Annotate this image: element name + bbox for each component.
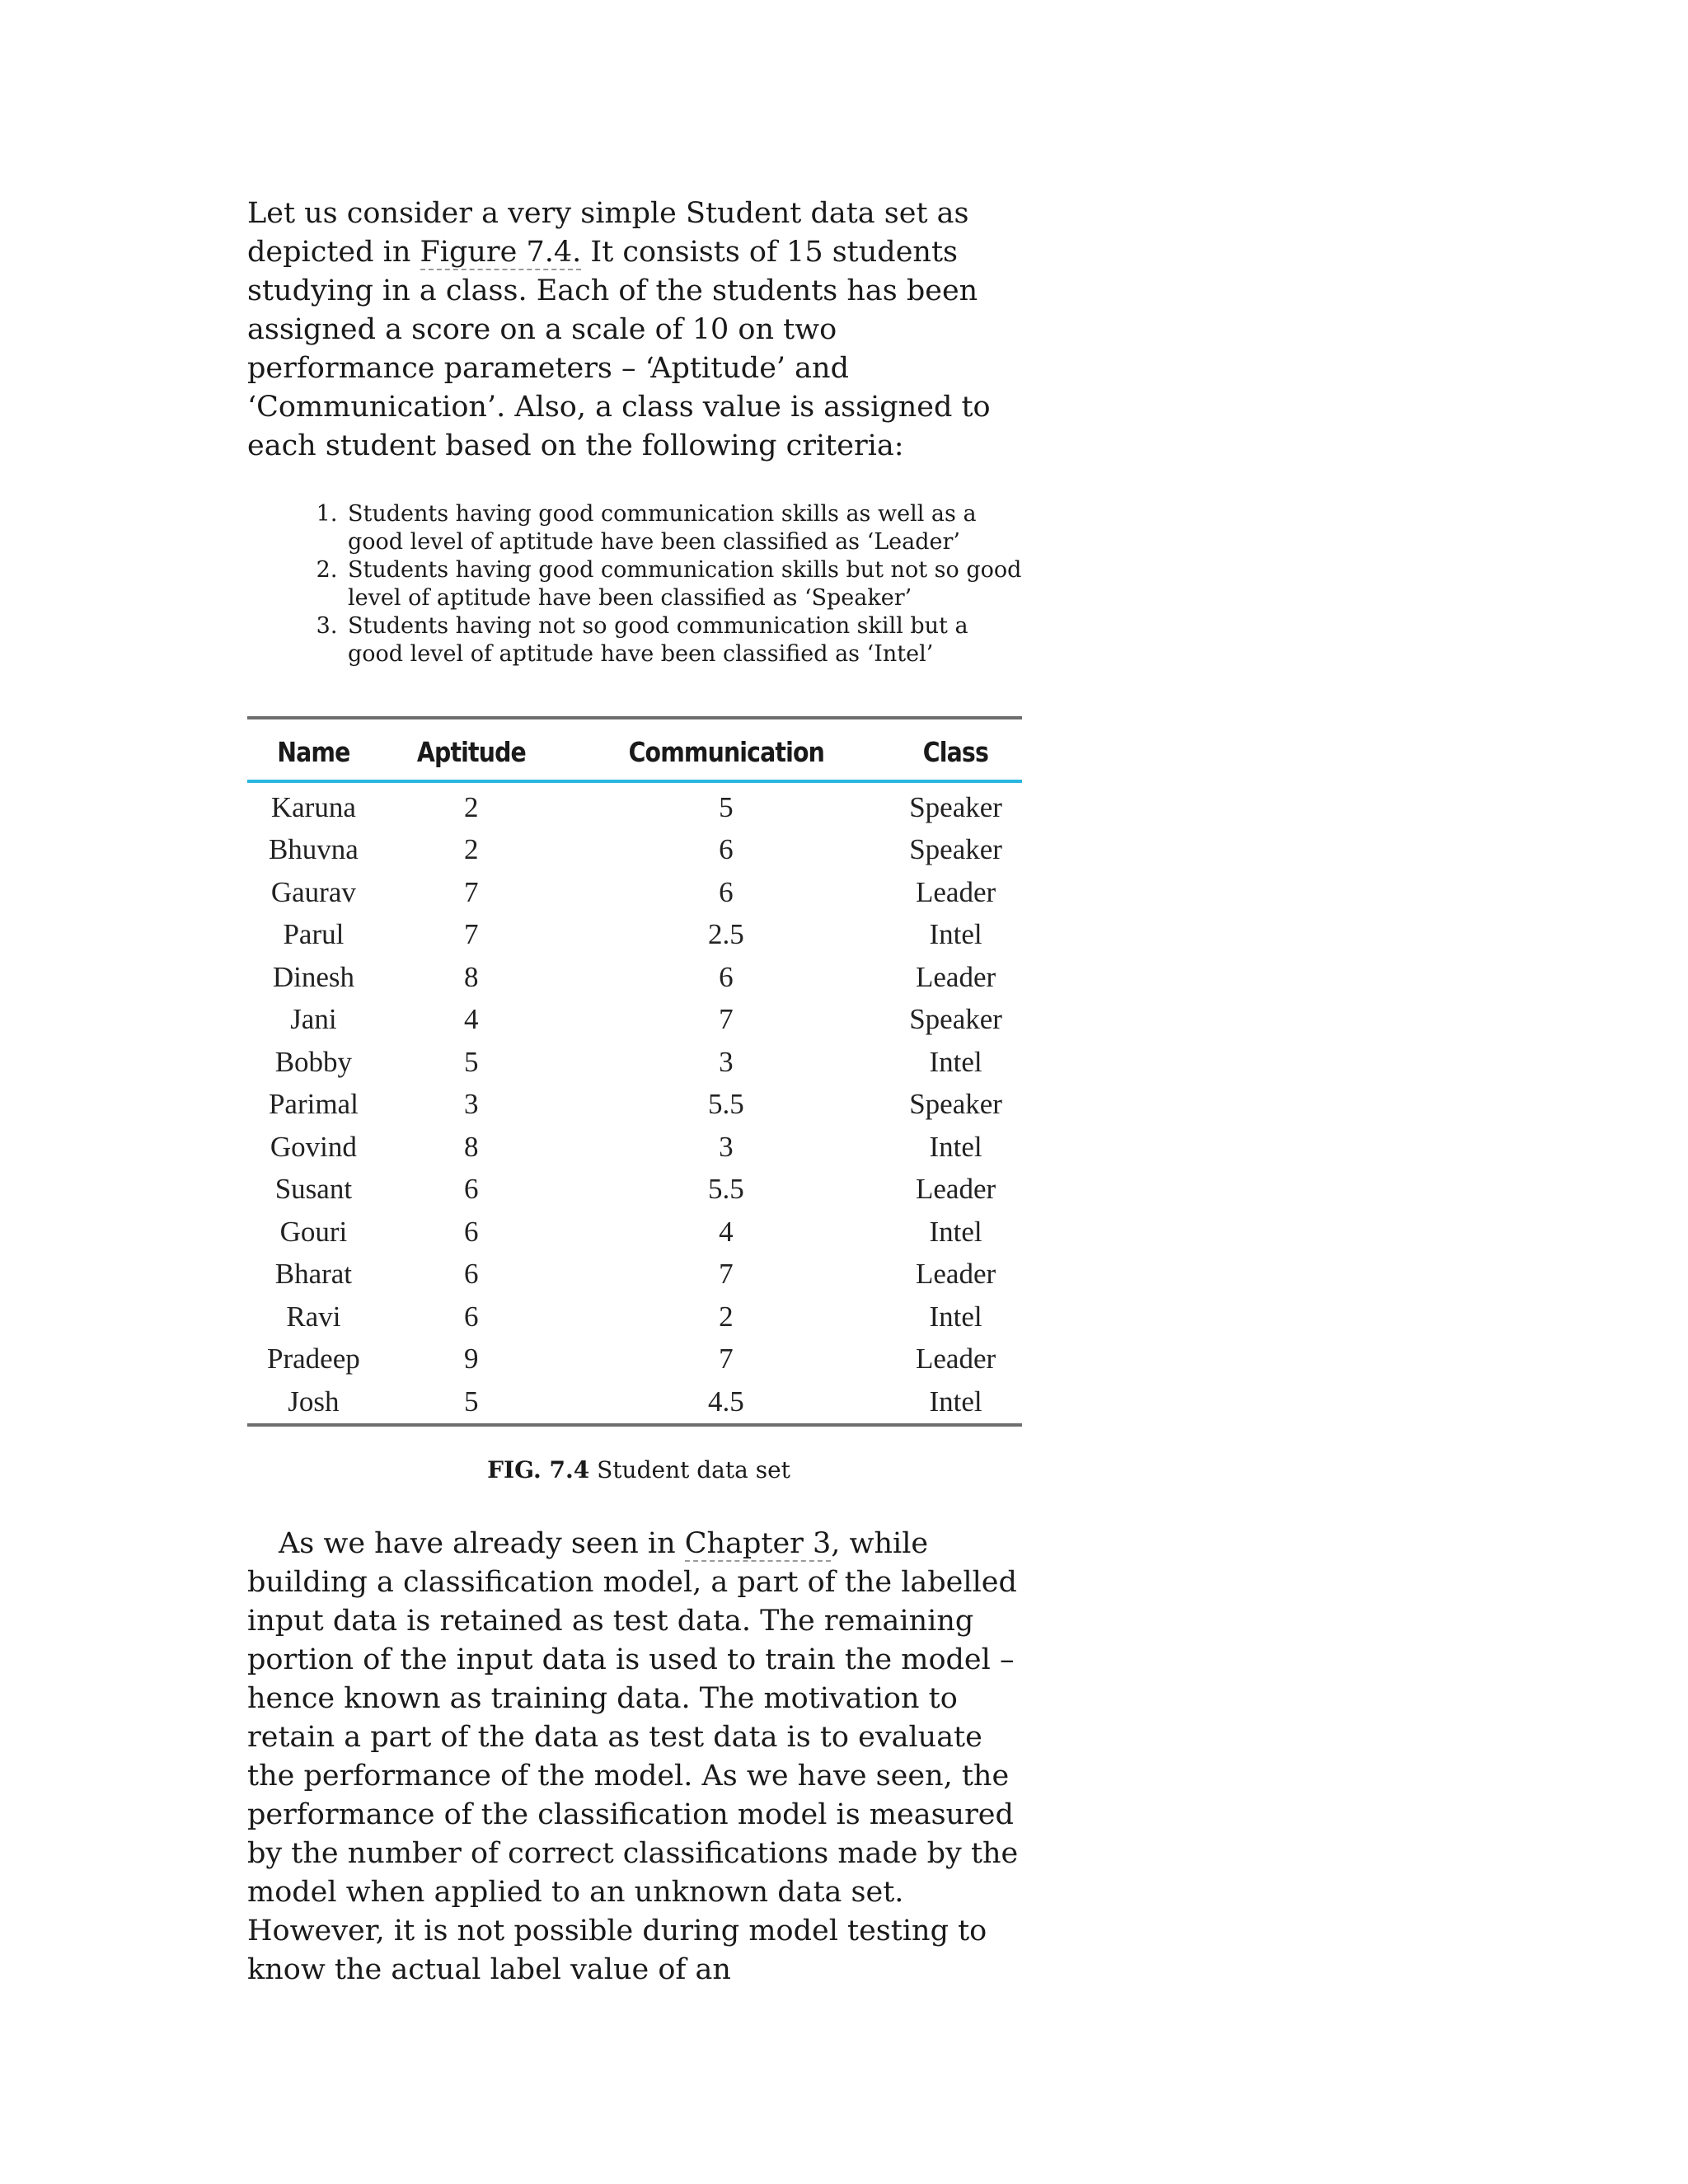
figure-caption-text: Student data set [589,1455,790,1483]
table-row [247,1380,1022,1425]
cell-name: Parimal [268,1088,359,1121]
cell-aptitude: 6 [463,1258,479,1291]
cell-class: Intel [929,1300,982,1333]
table-row [247,1041,1022,1084]
cell-communication: 7 [719,1003,734,1036]
cell-communication: 4.5 [708,1385,744,1418]
intro-text-start: Let us consider a very simple Student data set as depicted in [247,197,969,269]
header-aptitude: Aptitude [392,718,550,781]
cell-name: Susant [274,1173,353,1206]
cell-aptitude: 5 [463,1045,479,1078]
cell-aptitude: 3 [463,1088,479,1121]
cell-communication: 7 [719,1343,734,1376]
cell-class: Speaker [909,790,1002,823]
cell-communication: 6 [719,960,734,993]
cell-aptitude: 6 [463,1215,479,1248]
cell-class: Speaker [909,1088,1002,1121]
cell-class: Intel [929,1215,982,1248]
cell-class: Leader [916,1173,996,1206]
table-row [247,1169,1022,1212]
header-communication: Communication [585,718,866,781]
criteria-item: 1. Students having good communication skills as well as a good level of aptitude have been classified as ‘Leader’ [345,500,1022,556]
figure-number: FIG. 7.4 [487,1455,590,1483]
cell-name: Josh [288,1385,340,1418]
header-class: Class [898,718,1012,781]
student-data-table [247,716,1022,1427]
criteria-item: 2. Students having good communication skills but not so good level of aptitude have been classified as ‘Speaker’ [345,556,1022,612]
cell-name: Pradeep [267,1343,360,1376]
table-row [247,1126,1022,1169]
table-row [247,829,1022,872]
table-row [247,1254,1022,1296]
chapter-3-link[interactable]: Chapter 3 [684,1526,832,1560]
cell-communication: 6 [719,833,734,866]
table-row [247,1338,1022,1381]
second-paragraph [247,1525,1022,1990]
cell-aptitude: 2 [463,790,479,823]
cell-aptitude: 7 [463,918,479,951]
table-body [247,781,1022,1425]
criteria-list [247,500,1022,668]
cell-name: Karuna [270,790,356,823]
figure-7-4-link[interactable]: Figure 7.4. [420,236,582,269]
cell-aptitude: 6 [463,1173,479,1206]
cell-name: Gouri [279,1215,348,1248]
table-row [247,781,1022,829]
cell-communication: 5.5 [708,1173,744,1206]
cell-name: Govind [270,1130,357,1163]
cell-communication: 7 [719,1258,734,1291]
cell-communication: 4 [719,1215,734,1248]
intro-paragraph [247,194,1022,466]
figure-caption [247,1456,1022,1483]
header-name: Name [256,718,370,781]
table-row [247,1084,1022,1127]
table-row [247,956,1022,999]
cell-aptitude: 9 [463,1343,479,1376]
cell-name: Ravi [286,1300,341,1333]
cell-class: Leader [916,960,996,993]
cell-name: Bharat [274,1258,353,1291]
cell-communication: 5 [719,790,734,823]
table-row [247,871,1022,914]
table-row [247,914,1022,957]
cell-name: Bhuvna [268,833,359,866]
cell-communication: 2.5 [708,918,744,951]
cell-class: Leader [916,1258,996,1291]
cell-aptitude: 7 [463,875,479,908]
cell-communication: 3 [719,1130,734,1163]
cell-aptitude: 5 [463,1385,479,1418]
cell-aptitude: 8 [463,1130,479,1163]
cell-class: Leader [916,875,996,908]
intro-text-end: It consists of 15 students studying in a class. Each of the students has been assigned a score on a scale of 10 on two performance parameters – ‘Aptitude’ and ‘Communication’. Also, a class value is assigned to each student based on the following criteria: [247,236,991,462]
second-text-end: , while building a classification model, a part of the labelled input data is retained as test data. The remaining portion of the input data is used to train the model – hence known as training data. The motivation to retain a part of the data as test data is to evaluate the performance of the model. As we have seen, the performance of the classification model is measured by the number of correct classifications made by the model when applied to an unknown data set. However, it is not possible during model testing to know the actual label value of an [247,1526,1019,1986]
cell-communication: 2 [719,1300,734,1333]
cell-class: Intel [929,1385,982,1418]
page-content [247,194,1022,1990]
cell-name: Gaurav [270,875,356,908]
cell-name: Bobby [274,1045,353,1078]
cell-communication: 5.5 [708,1088,744,1121]
cell-class: Intel [929,1045,982,1078]
cell-name: Dinesh [272,960,354,993]
cell-aptitude: 4 [463,1003,479,1036]
table-header-row [247,718,1022,781]
cell-aptitude: 2 [463,833,479,866]
table-row [247,999,1022,1042]
cell-communication: 3 [719,1045,734,1078]
criteria-item: 3. Students having not so good communication skill but a good level of aptitude have been classified as ‘Intel’ [345,612,1022,668]
cell-class: Intel [929,918,982,951]
table-row [247,1211,1022,1254]
cell-name: Jani [290,1003,337,1036]
cell-class: Speaker [909,1003,1002,1036]
cell-aptitude: 8 [463,960,479,993]
second-text-start: As we have already seen in [279,1526,685,1560]
cell-communication: 6 [719,875,734,908]
table-row [247,1296,1022,1338]
cell-class: Speaker [909,833,1002,866]
cell-aptitude: 6 [463,1300,479,1333]
cell-class: Leader [916,1343,996,1376]
figure-7-4 [247,716,1022,1483]
cell-class: Intel [929,1130,982,1163]
cell-name: Parul [283,918,345,951]
